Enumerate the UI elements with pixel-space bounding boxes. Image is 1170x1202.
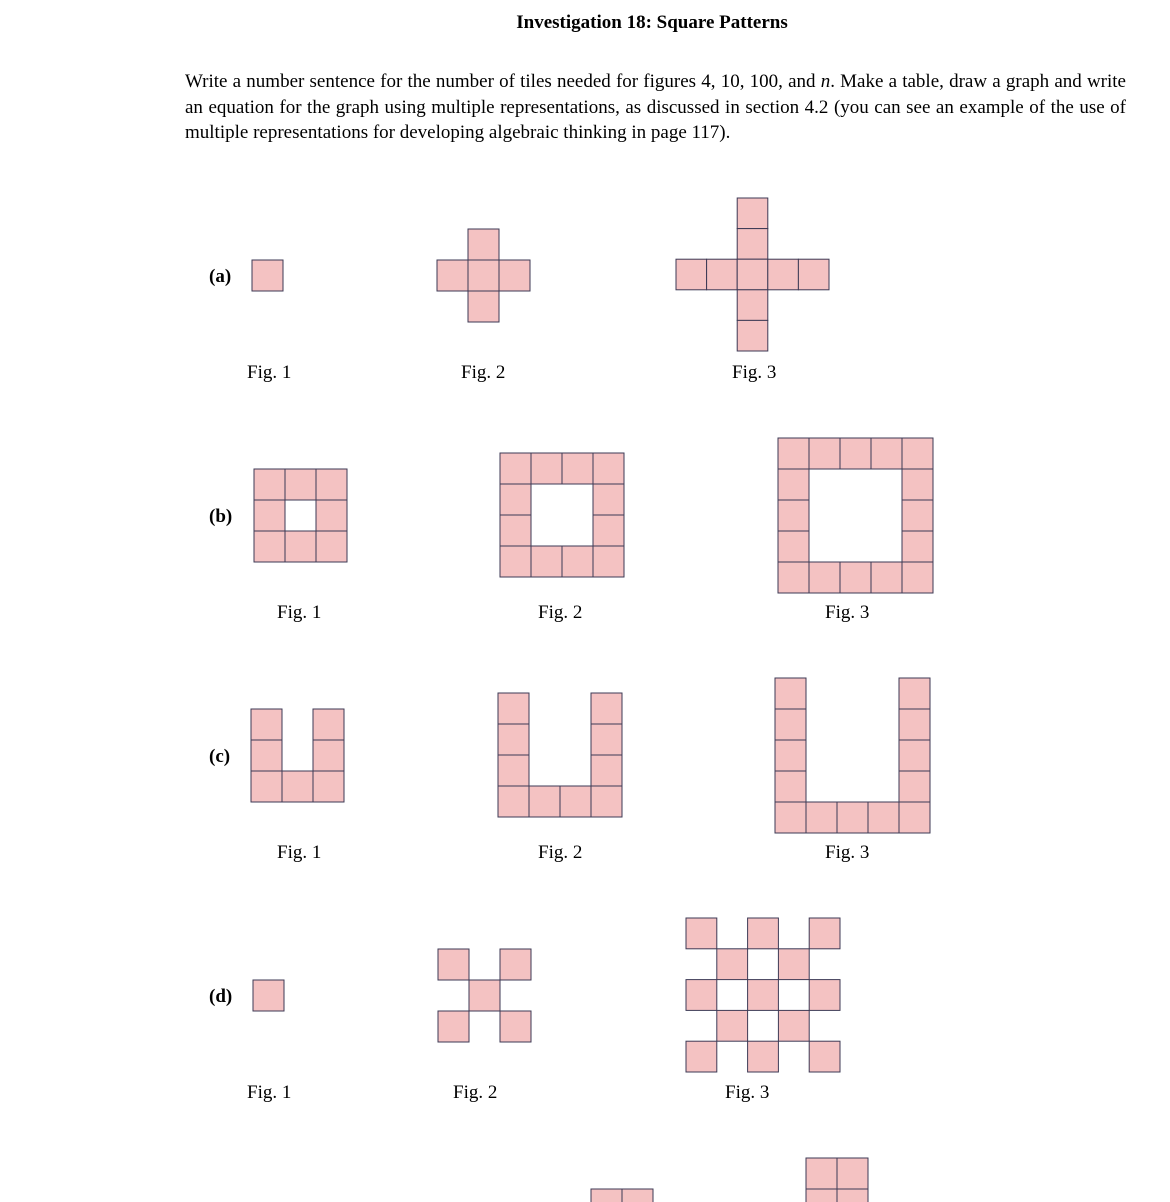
tile — [562, 453, 593, 484]
tile — [560, 786, 591, 817]
tile — [500, 484, 531, 515]
tile — [737, 320, 768, 351]
tile — [778, 531, 809, 562]
tile — [837, 1189, 868, 1202]
pattern-label-d: (d) — [209, 986, 233, 1007]
tile — [775, 740, 806, 771]
tile — [591, 786, 622, 817]
tile — [591, 693, 622, 724]
tile — [529, 786, 560, 817]
pattern-c-caption-3: Fig. 3 — [825, 842, 870, 863]
pattern-a-figure-2 — [437, 229, 530, 322]
tile — [469, 980, 500, 1011]
tile — [251, 771, 282, 802]
tile — [902, 500, 933, 531]
pattern-a-figure-3 — [676, 198, 829, 351]
tile — [868, 802, 899, 833]
tile — [498, 693, 529, 724]
tile — [593, 515, 624, 546]
tile — [254, 531, 285, 562]
tile — [902, 531, 933, 562]
tile — [809, 562, 840, 593]
tile — [282, 771, 313, 802]
tile — [593, 484, 624, 515]
tile — [717, 1010, 748, 1041]
tile — [809, 438, 840, 469]
tile — [591, 1189, 622, 1202]
tile — [902, 438, 933, 469]
tile — [500, 949, 531, 980]
pattern-a-caption-1: Fig. 1 — [247, 362, 292, 383]
tile — [500, 453, 531, 484]
tile — [531, 546, 562, 577]
tile — [837, 802, 868, 833]
tile — [899, 709, 930, 740]
tile — [902, 562, 933, 593]
pattern-b-figure-2 — [500, 453, 624, 577]
pattern-label-b: (b) — [209, 506, 233, 527]
tile — [798, 259, 829, 290]
tile — [252, 260, 283, 291]
tile — [498, 724, 529, 755]
tile — [285, 531, 316, 562]
tile — [591, 724, 622, 755]
tile — [316, 531, 347, 562]
tile — [686, 918, 717, 949]
tile — [899, 740, 930, 771]
tile — [622, 1189, 653, 1202]
tile — [775, 771, 806, 802]
pattern-b-caption-1: Fig. 1 — [277, 602, 322, 623]
tile — [775, 709, 806, 740]
pattern-label-a: (a) — [209, 266, 232, 287]
pattern-a-caption-2: Fig. 2 — [461, 362, 506, 383]
pattern-c-caption-1: Fig. 1 — [277, 842, 322, 863]
tile — [468, 229, 499, 260]
tile — [313, 740, 344, 771]
tile — [899, 802, 930, 833]
tile — [593, 546, 624, 577]
instructions-segment: . Make a table, draw a graph and write an equation for the graph using multiple representations, as discussed in section 4.2 (you can see an example of the use of multiple representations for developing algebraic thinking in page 117). — [185, 71, 1126, 143]
tile — [498, 786, 529, 817]
tile — [707, 259, 738, 290]
tile — [737, 198, 768, 229]
tile — [468, 291, 499, 322]
tile — [500, 546, 531, 577]
tile — [809, 1041, 840, 1072]
tile — [251, 740, 282, 771]
tile — [500, 1011, 531, 1042]
pattern-d-caption-1: Fig. 1 — [247, 1082, 292, 1103]
tile — [438, 1011, 469, 1042]
instructions-segment: Write a number sentence for the number of tiles needed for figures 4, 10, 100, and — [185, 71, 821, 92]
tile — [840, 562, 871, 593]
pattern-a-caption-3: Fig. 3 — [732, 362, 777, 383]
tile — [498, 755, 529, 786]
pattern-label-c: (c) — [209, 746, 231, 767]
tile — [676, 259, 707, 290]
tile — [686, 980, 717, 1011]
tile — [768, 259, 799, 290]
tile — [778, 949, 809, 980]
tile — [438, 949, 469, 980]
pattern-d-figure-3 — [686, 918, 840, 1072]
tile — [809, 918, 840, 949]
tile — [562, 546, 593, 577]
tile — [748, 1041, 779, 1072]
tile — [871, 438, 902, 469]
tile — [313, 709, 344, 740]
tile — [840, 438, 871, 469]
tile — [686, 1041, 717, 1072]
pattern-a-figure-1 — [252, 260, 283, 291]
tile — [778, 1010, 809, 1041]
tile — [500, 515, 531, 546]
tile — [837, 1158, 868, 1189]
tile — [775, 802, 806, 833]
pattern-d-caption-2: Fig. 2 — [453, 1082, 498, 1103]
tile — [285, 469, 316, 500]
tile — [902, 469, 933, 500]
tile — [253, 980, 284, 1011]
tile — [748, 980, 779, 1011]
pattern-c-caption-2: Fig. 2 — [538, 842, 583, 863]
tile — [748, 918, 779, 949]
pattern-e-figure-2 — [591, 1189, 653, 1202]
tile — [871, 562, 902, 593]
pattern-d-figure-1 — [253, 980, 284, 1011]
tile — [778, 469, 809, 500]
instructions-segment: n — [820, 71, 831, 92]
tile — [778, 438, 809, 469]
tile — [499, 260, 530, 291]
tile — [737, 229, 768, 260]
tile — [806, 1189, 837, 1202]
tile — [809, 980, 840, 1011]
pattern-c-figure-2 — [498, 693, 622, 817]
tile — [806, 802, 837, 833]
tile — [806, 1158, 837, 1189]
pattern-d-figure-2 — [438, 949, 531, 1042]
pattern-e-figure-3 — [806, 1158, 868, 1202]
tile — [737, 290, 768, 321]
pattern-b-figure-1 — [254, 469, 347, 562]
pattern-d-caption-3: Fig. 3 — [725, 1082, 770, 1103]
tile — [531, 453, 562, 484]
tile — [254, 500, 285, 531]
tile — [251, 709, 282, 740]
tile — [316, 469, 347, 500]
tile — [778, 500, 809, 531]
tile — [593, 453, 624, 484]
pattern-c-figure-3 — [775, 678, 930, 833]
tile — [316, 500, 347, 531]
tile — [899, 771, 930, 802]
tile — [899, 678, 930, 709]
tile — [313, 771, 344, 802]
tile — [437, 260, 468, 291]
tile — [254, 469, 285, 500]
pattern-b-figure-3 — [778, 438, 933, 593]
pattern-c-figure-1 — [251, 709, 344, 802]
tile — [737, 259, 768, 290]
tile — [717, 949, 748, 980]
document-title: Investigation 18: Square Patterns — [516, 12, 788, 33]
pattern-b-caption-3: Fig. 3 — [825, 602, 870, 623]
tile — [591, 755, 622, 786]
tile — [775, 678, 806, 709]
tile — [468, 260, 499, 291]
tile — [778, 562, 809, 593]
pattern-b-caption-2: Fig. 2 — [538, 602, 583, 623]
